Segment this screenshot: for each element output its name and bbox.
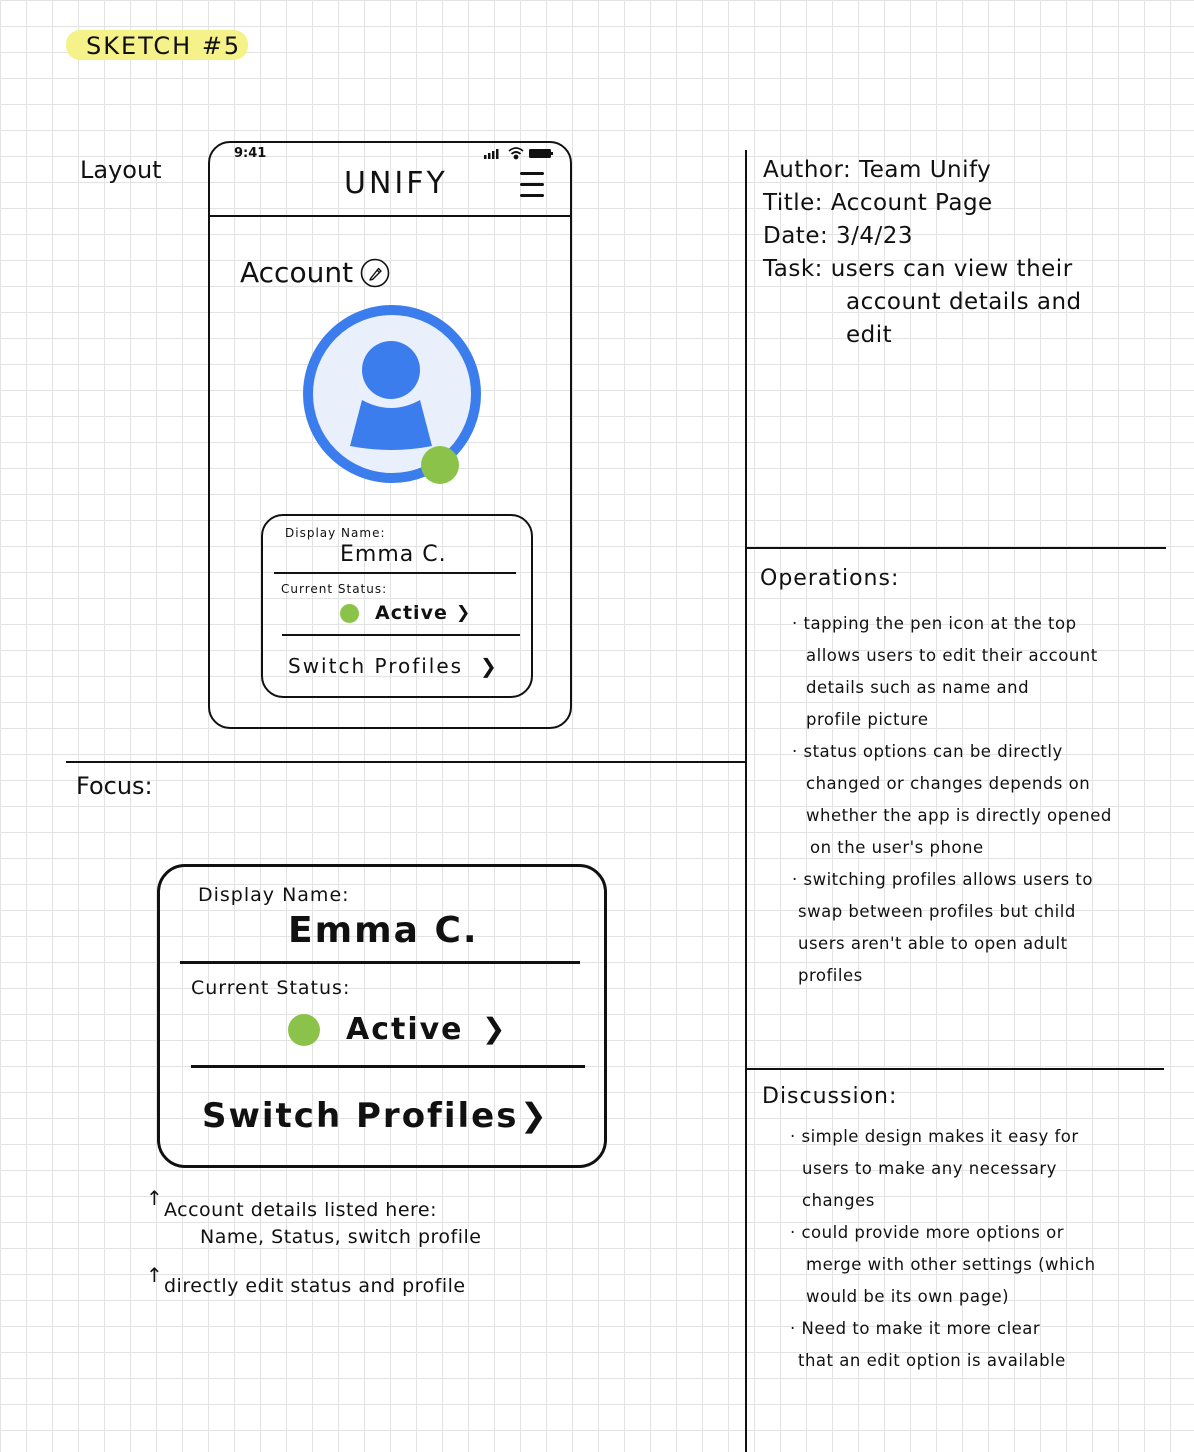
discussion-line: · could provide more options or <box>790 1223 1065 1242</box>
app-name: UNIFY <box>344 166 448 201</box>
operations-line: · switching profiles allows users to <box>792 870 1093 889</box>
focus-card-divider <box>180 961 580 964</box>
focus-switch-profiles-button[interactable]: Switch Profiles <box>202 1096 519 1136</box>
signal-icon <box>484 149 499 159</box>
meta-title: Title: Account Page <box>763 190 993 216</box>
chevron-right-icon[interactable]: ❯ <box>480 654 497 678</box>
focus-display-name-label: Display Name: <box>198 884 350 906</box>
discussion-line: · simple design makes it easy for <box>790 1127 1079 1146</box>
card-divider <box>274 572 516 574</box>
annotation-line: Account details listed here: <box>164 1199 438 1221</box>
operations-line: swap between profiles but child <box>798 902 1076 921</box>
wifi-icon <box>509 148 523 159</box>
phone-time: 9:41 <box>234 146 267 161</box>
phone-header-divider <box>208 215 572 217</box>
discussion-line: would be its own page) <box>806 1287 1010 1306</box>
status-value[interactable]: Active <box>375 602 448 624</box>
pen-edit-icon[interactable] <box>360 258 390 288</box>
operations-line: profile picture <box>806 710 929 729</box>
horizontal-divider-discussion <box>746 1068 1164 1070</box>
operations-line: changed or changes depends on <box>806 774 1091 793</box>
discussion-line: users to make any necessary <box>802 1159 1057 1178</box>
display-name-value: Emma C. <box>340 542 447 567</box>
meta-date: Date: 3/4/23 <box>763 223 914 249</box>
discussion-line: merge with other settings (which <box>806 1255 1096 1274</box>
discussion-line: changes <box>802 1191 875 1210</box>
meta-task: Task: users can view their <box>763 256 1073 282</box>
operations-line: on the user's phone <box>810 838 984 857</box>
status-bar-icons <box>484 146 554 160</box>
chevron-right-icon[interactable]: ❯ <box>456 603 471 623</box>
meta-author: Author: Team Unify <box>763 157 992 183</box>
focus-status-value[interactable]: Active <box>346 1012 464 1047</box>
operations-line: · status options can be directly <box>792 742 1063 761</box>
focus-label: Focus: <box>76 772 153 800</box>
focus-display-name-value: Emma C. <box>288 910 479 951</box>
horizontal-divider-operations <box>746 547 1166 549</box>
discussion-list <box>790 1121 1160 1377</box>
operations-line: allows users to edit their account <box>806 646 1098 665</box>
meta-task: edit <box>846 322 893 348</box>
horizontal-divider-left <box>66 761 746 763</box>
arrow-up-icon: ↑ <box>146 1263 163 1287</box>
focus-card-divider <box>191 1065 585 1068</box>
status-dot <box>340 604 359 623</box>
hamburger-menu-icon[interactable] <box>520 172 544 200</box>
operations-line: whether the app is directly opened <box>806 806 1112 825</box>
operations-list <box>792 608 1152 992</box>
focus-status-dot <box>288 1014 320 1046</box>
operations-heading: Operations: <box>760 566 900 591</box>
discussion-heading: Discussion: <box>762 1084 898 1109</box>
arrow-up-icon: ↑ <box>146 1186 163 1210</box>
online-status-dot <box>421 446 459 484</box>
chevron-right-icon[interactable]: ❯ <box>520 1096 547 1134</box>
sketch-title: SKETCH #5 <box>86 32 242 60</box>
battery-icon <box>529 149 553 158</box>
chevron-right-icon[interactable]: ❯ <box>482 1012 506 1045</box>
account-heading: Account <box>240 256 354 289</box>
display-name-label: Display Name: <box>285 526 386 540</box>
operations-line: details such as name and <box>806 678 1030 697</box>
switch-profiles-button[interactable]: Switch Profiles <box>288 654 464 678</box>
discussion-line: that an edit option is available <box>798 1351 1066 1370</box>
meta-task: account details and <box>846 289 1082 315</box>
operations-line: · tapping the pen icon at the top <box>792 614 1077 633</box>
operations-line: profiles <box>798 966 863 985</box>
discussion-line: · Need to make it more clear <box>790 1319 1041 1338</box>
annotation-line: directly edit status and profile <box>164 1275 466 1297</box>
operations-line: users aren't able to open adult <box>798 934 1068 953</box>
layout-label: Layout <box>80 156 162 184</box>
focus-current-status-label: Current Status: <box>191 977 351 999</box>
current-status-label: Current Status: <box>281 582 388 596</box>
card-divider <box>282 634 520 636</box>
vertical-divider <box>745 150 747 1452</box>
annotation-line: Name, Status, switch profile <box>200 1226 482 1248</box>
